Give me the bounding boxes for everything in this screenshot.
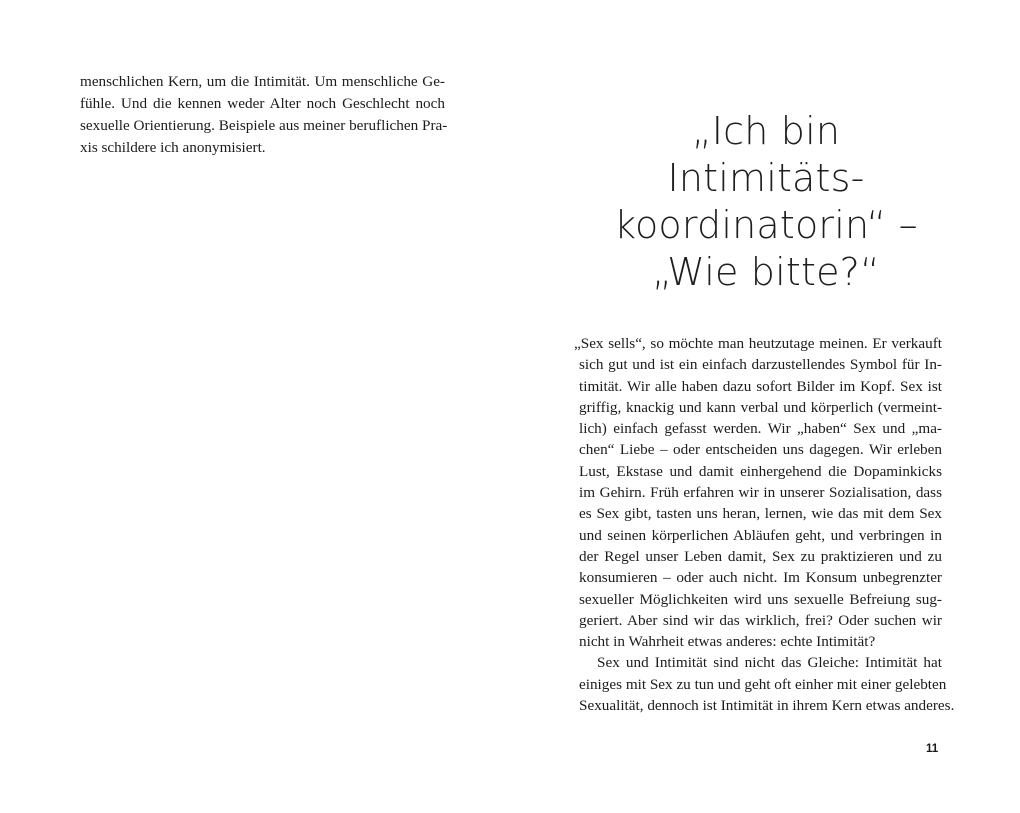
text-line: Sex und Intimität sind nicht das Gleiche: Intimität hat — [597, 654, 942, 672]
text-line: es Sex gibt, tasten uns heran, lernen, wie das mit dem Sex — [579, 505, 942, 523]
text-line: nicht in Wahrheit etwas anderes: echte Intimität? — [579, 633, 876, 651]
text-line: einiges mit Sex zu tun und geht oft einher mit einer gelebten — [579, 675, 947, 693]
text-line: und seinen körperlichen Abläufen geht, und verbringen in — [579, 526, 942, 544]
text-line: sich gut und ist ein einfach darzustellendes Symbol für In- — [579, 356, 942, 374]
text-line: Lust, Ekstase und damit einhergehend die Dopaminkicks — [579, 462, 942, 480]
text-line: chen“ Liebe – oder entscheiden uns dagegen. Wir erleben — [579, 441, 942, 459]
text-line: Sexualität, dennoch ist Intimität in ihrem Kern etwas anderes. — [579, 697, 955, 715]
text-line: menschlichen Kern, um die Intimität. Um menschliche Ge- — [80, 73, 445, 90]
paragraph-1 — [574, 333, 942, 652]
text-line: der Regel unser Leben damit, Sex zu praktizieren und zu — [579, 547, 942, 565]
text-line: lich) einfach gefasst werden. Wir „haben“ Sex und „ma- — [579, 420, 942, 438]
right-page-body-text — [574, 333, 955, 716]
text-line: „Sex sells“, so möchte man heutzutage meinen. Er verkauft — [574, 335, 942, 352]
text-line: im Gehirn. Früh erfahren wir in unserer Sozialisation, dass — [579, 484, 942, 502]
text-line: sexuelle Orientierung. Beispiele aus meiner beruflichen Pra- — [80, 117, 448, 134]
chapter-title-line: „Ich bin — [691, 109, 841, 153]
text-line: geriert. Aber sind wir das wirklich, frei? Oder suchen wir — [579, 611, 942, 629]
chapter-title-line: „Wie bitte?“ — [652, 250, 880, 294]
paragraph-2 — [579, 652, 955, 716]
page-number: 11 — [926, 743, 939, 755]
text-line: fühle. Und die kennen weder Alter noch Geschlecht noch — [80, 95, 445, 112]
chapter-title — [580, 108, 952, 296]
chapter-title-line: Intimitäts- — [667, 156, 865, 200]
text-line: timität. Wir alle haben dazu sofort Bilder im Kopf. Sex ist — [579, 377, 942, 395]
text-line: xis schildere ich anonymisiert. — [80, 139, 266, 156]
text-line: konsumieren – oder auch nicht. Im Konsum unbegrenzter — [579, 569, 942, 587]
text-line: sexueller Möglichkeiten wird uns sexuelle Befreiung sug- — [579, 590, 942, 608]
text-line: griffig, knackig und kann verbal und körperlich (vermeint- — [579, 398, 942, 416]
chapter-title-line: koordinatorin“ – — [614, 203, 918, 247]
left-page-body-text — [80, 71, 448, 159]
